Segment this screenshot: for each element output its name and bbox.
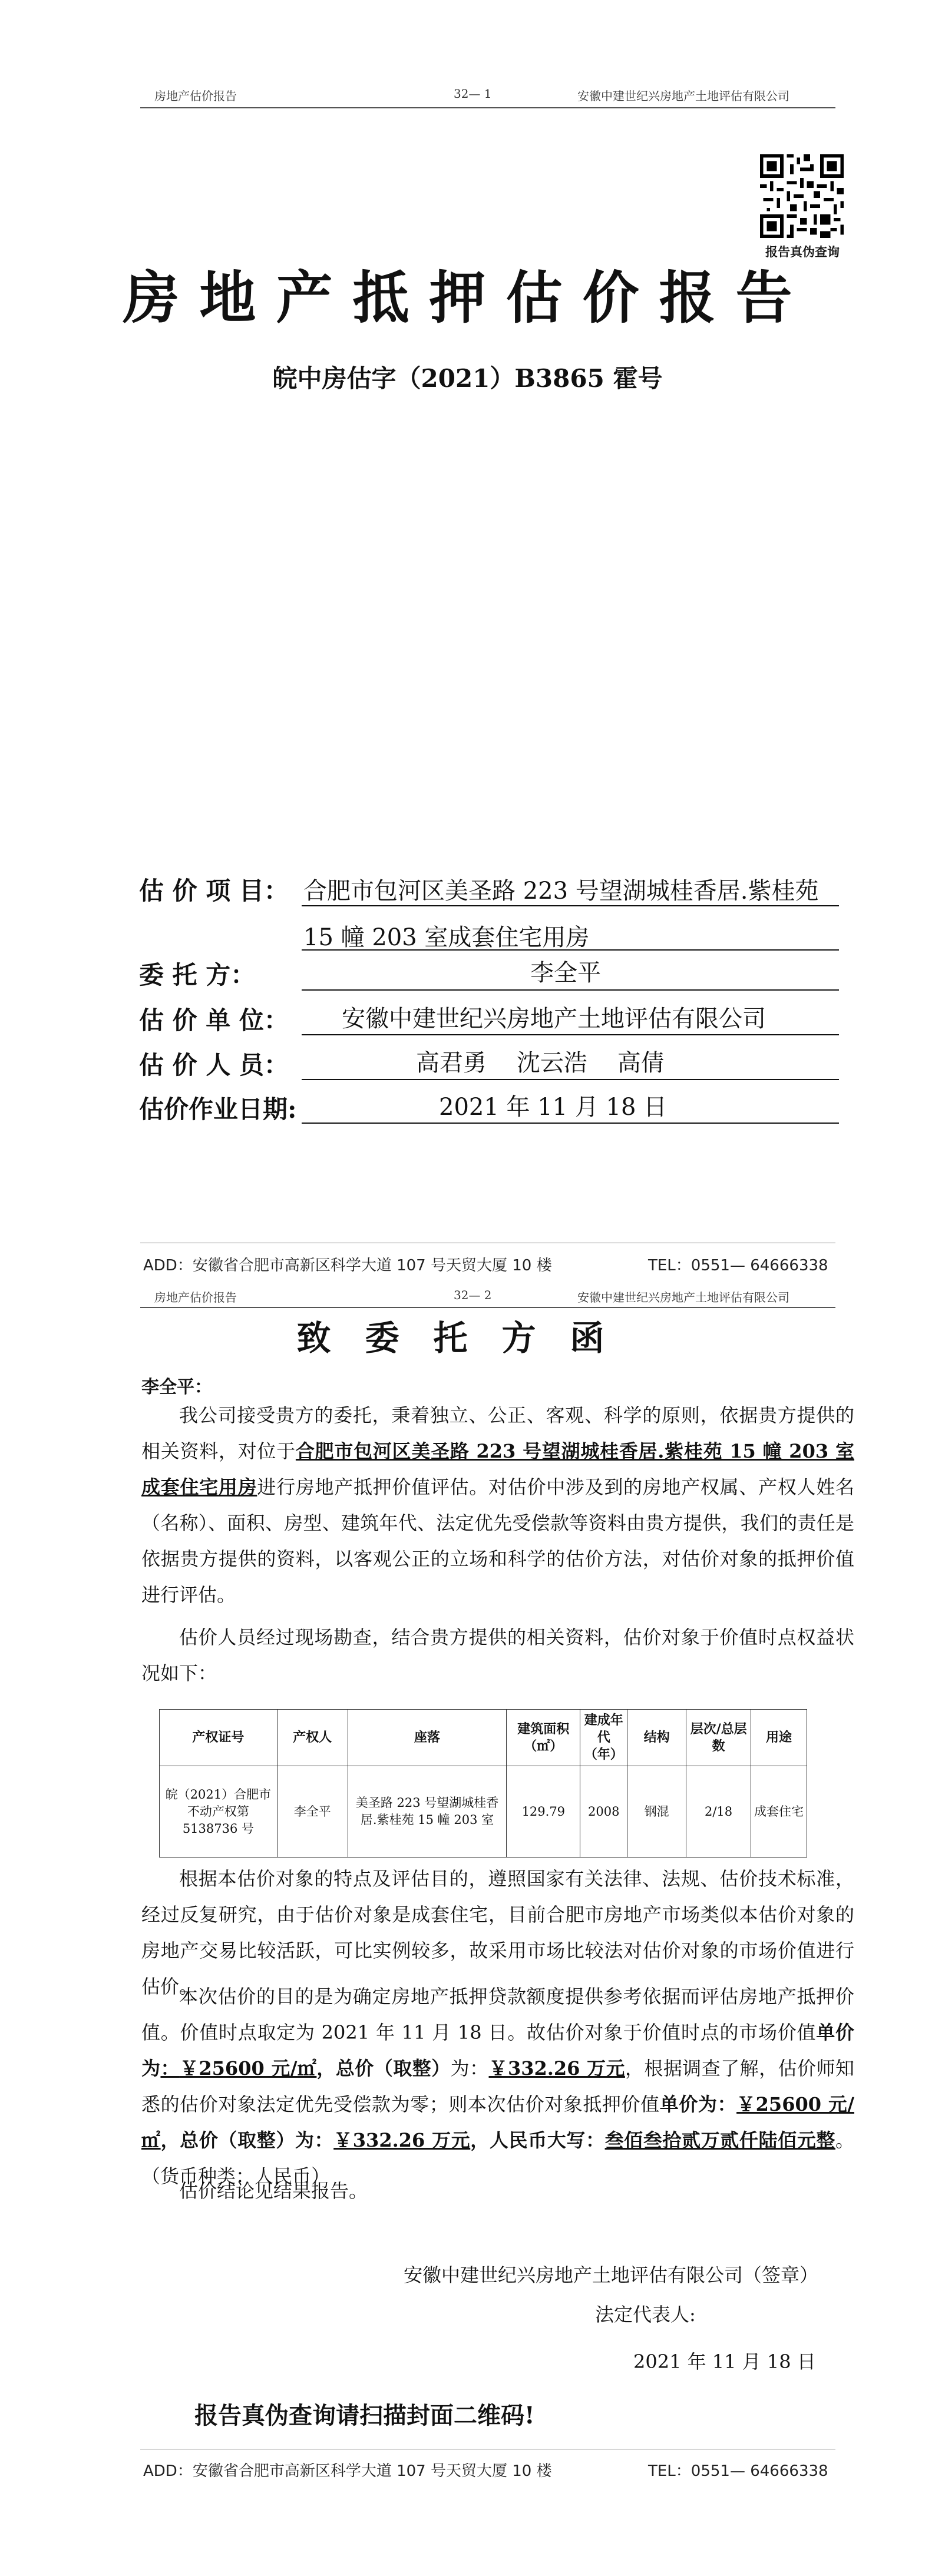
appraiser-org-value: 安徽中建世纪兴房地产土地评估有限公司 [342, 1005, 766, 1032]
table-cell: 2/18 [686, 1766, 751, 1857]
appraiser-org-underline [302, 1034, 839, 1035]
p4-label: ，总价（取整）为： [160, 2129, 334, 2151]
table-cell: 皖（2021）合肥市不动产权第 5138736 号 [160, 1766, 277, 1857]
header-left: 房地产估价报告 [154, 1290, 237, 1304]
table-header-cell: 建筑面积（㎡） [507, 1710, 580, 1766]
qr-code-icon[interactable] [760, 154, 844, 238]
table-header-cell: 座落 [348, 1710, 507, 1766]
work-date-value: 2021 年 11 月 18 日 [439, 1094, 668, 1121]
footer-tel: TEL：0551— 64666338 [648, 2462, 828, 2480]
p4-colon: ： [160, 2057, 180, 2080]
signature-company: 安徽中建世纪兴房地产土地评估有限公司（签章） [404, 2264, 819, 2286]
table-header-cell: 层次/总层数 [686, 1710, 751, 1766]
p4-label: ，总价（取整） [316, 2057, 451, 2080]
header-right: 安徽中建世纪兴房地产土地评估有限公司 [577, 1290, 789, 1304]
client-underline [302, 989, 839, 991]
p4-label: 单价为 [141, 2021, 854, 2080]
p4-text: 。（货币种类：人民币） [141, 2129, 854, 2187]
project-label: 估 价 项 目： [139, 876, 289, 905]
table-header-cell: 建成年代（年） [580, 1710, 627, 1766]
table-header-cell: 用途 [751, 1710, 807, 1766]
table-cell: 钢混 [627, 1766, 686, 1857]
footer-address: ADD：安徽省合肥市高新区科学大道 107 号天贸大厦 10 楼 [143, 1257, 552, 1274]
footer-address: ADD：安徽省合肥市高新区科学大道 107 号天贸大厦 10 楼 [143, 2462, 552, 2480]
client-value: 李全平 [530, 959, 601, 986]
appraiser-org-label: 估 价 单 位： [139, 1006, 289, 1035]
rights-table [159, 1709, 807, 1857]
table-cell: 李全平 [277, 1766, 348, 1857]
table-cell: 2008 [580, 1766, 627, 1857]
amount-in-words: 叁佰叁拾贰万贰仟陆佰元整 [604, 2129, 835, 2151]
p1-text-a: 我公司接受贵方的委托，秉着独立、公正、客观、科学的原则，依据贵方提供的相关资料，对位于 [141, 1404, 854, 1462]
work-date-label: 估价作业日期: [139, 1095, 297, 1124]
table-header-cell: 结构 [627, 1710, 686, 1766]
paragraph-1 [141, 1398, 854, 1613]
p4-text: ，根据调查了解，估价师知悉的估价对象法定优先受偿款为零；则本次估价对象抵押价值 [141, 2057, 854, 2115]
header-right: 安徽中建世纪兴房地产土地评估有限公司 [577, 89, 789, 103]
p4-label: ，人民币大写： [470, 2129, 605, 2151]
table-header-cell: 产权人 [277, 1710, 348, 1766]
mortgage-total-price: ￥332.26 万元 [333, 2129, 471, 2151]
paragraph-4 [141, 1979, 854, 2194]
header-left: 房地产估价报告 [154, 89, 237, 103]
salutation: 李全平： [141, 1377, 212, 1398]
document-number: 皖中房估字（2021）B3865 霍号 [272, 364, 663, 393]
table-row [160, 1766, 807, 1857]
project-value-line2: 15 幢 203 室成套住宅用房 [303, 924, 590, 951]
mortgage-unit-price: ￥25600 元/㎡ [141, 2093, 854, 2151]
market-total-price: ￥332.26 万元 [488, 2057, 625, 2080]
letter-title: 致委托方函 [296, 1318, 639, 1358]
p4-text: 本次估价的目的是为确定房地产抵押贷款额度提供参考依据而评估房地产抵押价值。价值时点取定为 2021 年 11 月 18 日。故估价对象于价值时点的市场价值 [141, 1985, 854, 2044]
p1-text-c: 进行房地产抵押价值评估。对估价中涉及到的房地产权属、产权人姓名（名称）、面积、房型、建筑年代、法定优先受偿款等资料由贵方提供，我们的责任是依据贵方提供的资料，以客观公正的立场和科学的估价方法，对估价对象的抵押价值进行评估。 [141, 1476, 854, 1606]
qr-caption: 报告真伪查询 [765, 244, 840, 259]
client-label: 委 托 方： [139, 961, 256, 989]
p4-text: 为： [450, 2057, 489, 2080]
project-underline-2 [302, 949, 839, 951]
paragraph-3: 根据本估价对象的特点及评估目的，遵照国家有关法律、法规、估价技术标准，经过反复研究，由于估价对象是成套住宅，目前合肥市房地产市场类似本估价对象的房地产交易比较活跃，可比实例较多，故采用市场比较法对估价对象的市场价值进行估价。 [141, 1868, 854, 1998]
verification-note: 报告真伪查询请扫描封面二维码! [194, 2402, 535, 2429]
p4-label: 单价为： [659, 2093, 737, 2115]
signature-legal-rep: 法定代表人: [595, 2303, 696, 2326]
paragraph-2: 估价人员经过现场勘查，结合贵方提供的相关资料，估价对象于价值时点权益状况如下： [141, 1626, 854, 1684]
market-unit-price: ￥25600 元/㎡ [179, 2057, 317, 2080]
project-underline-1 [302, 905, 839, 906]
table-header-cell: 产权证号 [160, 1710, 277, 1766]
table-header-row [160, 1710, 807, 1766]
signature-date: 2021 年 11 月 18 日 [633, 2350, 816, 2373]
footer-tel: TEL：0551— 64666338 [648, 1257, 828, 1274]
table-cell: 美圣路 223 号望湖城桂香居.紫桂苑 15 幢 203 室 [348, 1766, 507, 1857]
header-page-number: 32— 2 [454, 1288, 492, 1302]
appraisers-value: 高君勇 沈云浩 高倩 [416, 1049, 665, 1077]
header-rule [140, 107, 835, 108]
report-title: 房地产抵押估价报告 [123, 264, 812, 331]
paragraph-5: 估价结论见结果报告。 [179, 2180, 368, 2202]
p1-property-address: 合肥市包河区美圣路 223 号望湖城桂香居.紫桂苑 15 幢 203 室成套住宅用房 [141, 1440, 854, 1498]
appraisers-underline [302, 1079, 839, 1080]
table-cell: 成套住宅 [751, 1766, 807, 1857]
header-rule [140, 1307, 835, 1308]
table-cell: 129.79 [507, 1766, 580, 1857]
work-date-underline [302, 1123, 839, 1124]
appraisers-label: 估 价 人 员： [139, 1051, 289, 1080]
header-page-number: 32— 1 [454, 87, 492, 101]
project-value-line1: 合肥市包河区美圣路 223 号望湖城桂香居.紫桂苑 [303, 878, 819, 905]
